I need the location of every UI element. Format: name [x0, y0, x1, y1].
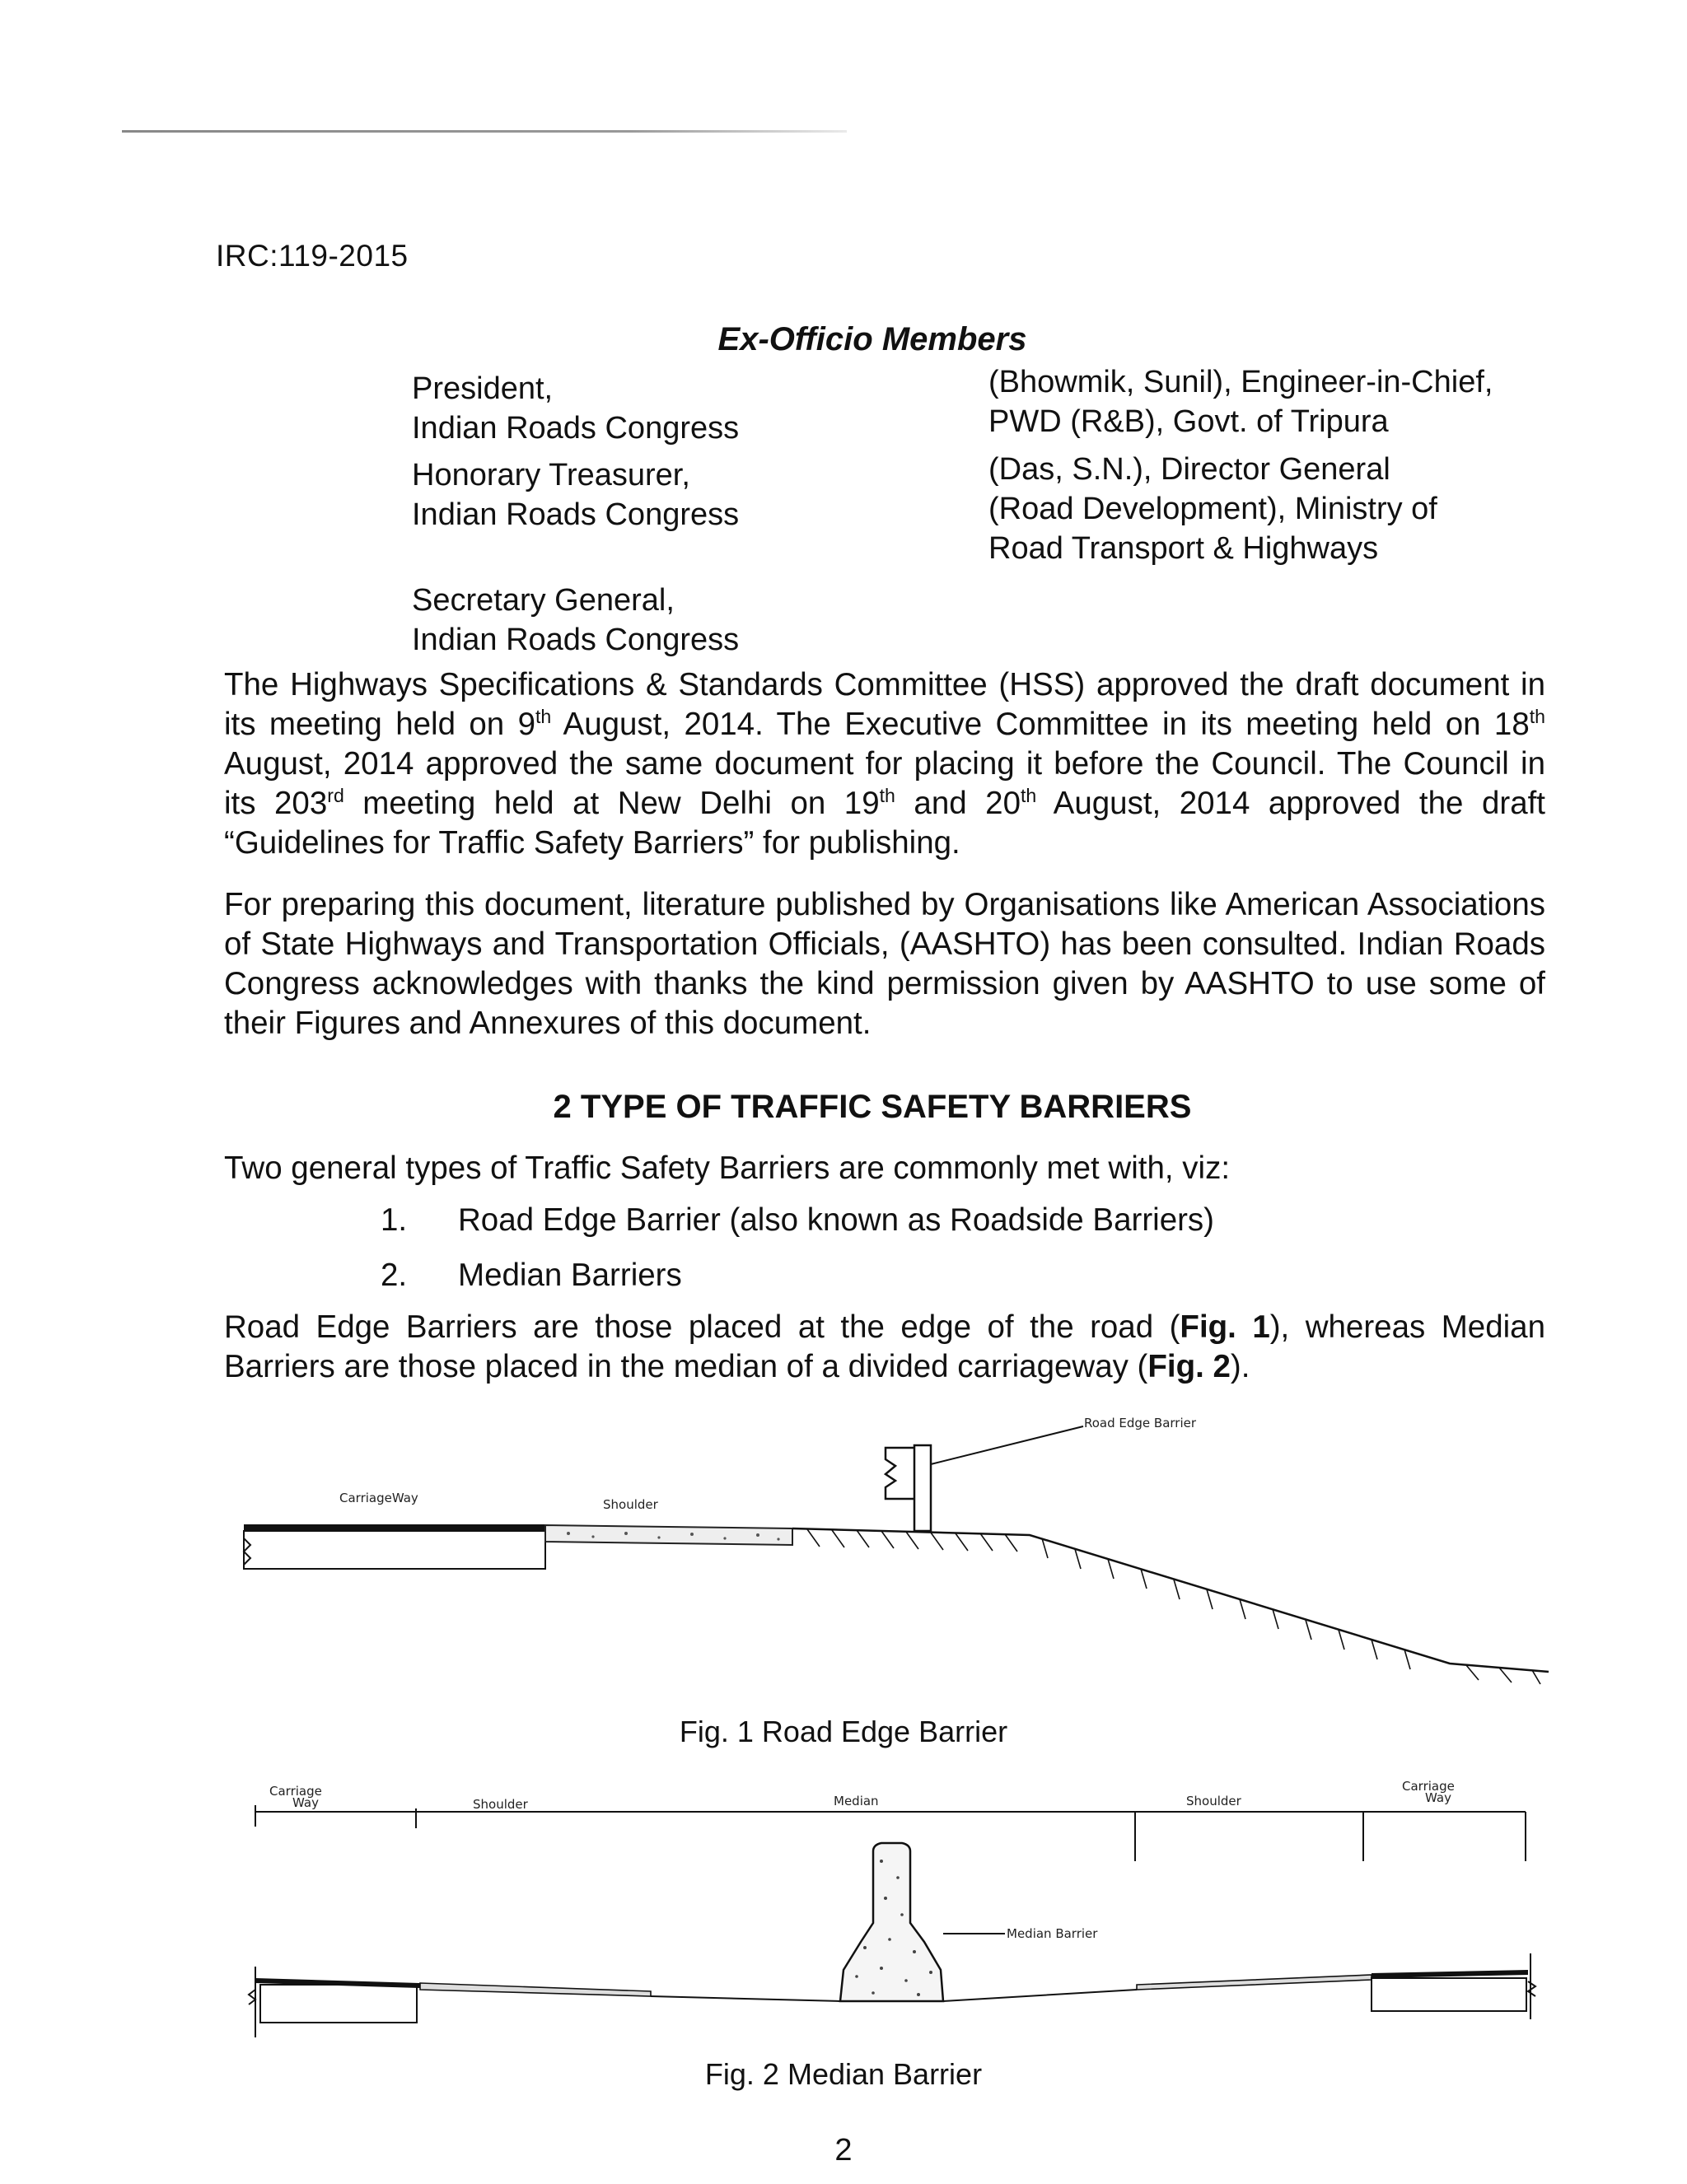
barrier-post: [914, 1445, 931, 1531]
member-bhowmik: [988, 362, 1493, 441]
label-way-left: Way: [292, 1795, 319, 1810]
member-org: (Road Development), Ministry of: [988, 492, 1437, 526]
ground-hatching: [807, 1529, 1540, 1684]
w-beam-rail: [886, 1448, 914, 1499]
member-secretary-general: [412, 581, 739, 660]
label-shoulder-left: Shoulder: [473, 1797, 528, 1812]
label-carriage-left: Carriage: [269, 1784, 322, 1799]
label-median-barrier: Median Barrier: [1007, 1926, 1098, 1941]
member-role: Honorary Treasurer,: [412, 458, 690, 492]
list-text: Road Edge Barrier (also known as Roadside Barriers): [458, 1202, 1215, 1238]
member-president: [412, 369, 739, 448]
fig2-reference: Fig. 2: [1147, 1349, 1231, 1384]
label-shoulder: Shoulder: [603, 1497, 658, 1512]
page-number: 2: [834, 2133, 853, 2168]
document-code: IRC:119-2015: [216, 239, 409, 273]
break-line: [244, 1538, 250, 1565]
label-shoulder-right: Shoulder: [1186, 1794, 1241, 1808]
label-way-right: Way: [1425, 1790, 1451, 1805]
member-name: (Bhowmik, Sunil), Engineer-in-Chief,: [988, 365, 1493, 399]
barrier-description: Road Edge Barriers are those placed at the edge of the road (Fig. 1), whereas Median Barriers are those placed in the median of a divided carriageway (Fig. 2).: [224, 1309, 1545, 1384]
right-carriageway-surface: [1372, 1970, 1528, 1978]
member-org: PWD (R&B), Govt. of Tripura: [988, 404, 1389, 439]
figure1-caption: Fig. 1 Road Edge Barrier: [679, 1715, 1008, 1748]
label-road-edge-barrier: Road Edge Barrier: [1084, 1416, 1197, 1430]
member-org: Indian Roads Congress: [412, 623, 740, 657]
ex-officio-title: Ex-Officio Members: [717, 321, 1027, 357]
header-rule: [122, 130, 847, 133]
member-org: Indian Roads Congress: [412, 411, 740, 446]
figure-median-barrier: [0, 1762, 1687, 2059]
list-number: 2.: [381, 1258, 408, 1293]
carriageway-base: [244, 1531, 545, 1569]
left-carriageway-surface: [255, 1978, 420, 1988]
member-name: (Das, S.N.), Director General: [988, 452, 1390, 487]
left-shoulder: [420, 1983, 651, 1996]
list-number: 1.: [381, 1202, 408, 1238]
ground-line: [792, 1528, 1549, 1672]
label-carriageway: CarriageWay: [339, 1491, 418, 1505]
member-org: Indian Roads Congress: [412, 497, 740, 532]
section-heading: 2 TYPE OF TRAFFIC SAFETY BARRIERS: [553, 1089, 1192, 1125]
acknowledgement-paragraph: For preparing this document, literature published by Organisations like American Associations of State Highways and Transportation Officials, (AASHTO) has been consulted. Indian Roads Congress acknowledges with thanks the kind permission given by AASHTO to use some of their Figures and Annexures of this document.: [224, 887, 1545, 1041]
approval-paragraph: The Highways Specifications & Standards Committee (HSS) approved the draft document in its meeting held on 9th August, 2014. The Executive Committee in its meeting held on 18th August, 2014 approved the same document for placing it before the Council. The Council in its 203rd meeting held at New Delhi on 19th and 20th August, 2014 approved the draft “Guidelines for Traffic Safety Barriers” for publishing.: [224, 667, 1545, 861]
fig1-reference: Fig. 1: [1180, 1309, 1270, 1345]
member-role: Secretary General,: [412, 583, 675, 618]
carriageway-surface: [244, 1524, 545, 1531]
member-org: Road Transport & Highways: [988, 531, 1379, 566]
member-role: President,: [412, 371, 554, 406]
barrier-leader-line: [931, 1426, 1083, 1464]
figure2-caption: Fig. 2 Median Barrier: [704, 2057, 983, 2091]
figure-road-edge-barrier: [0, 1400, 1687, 1713]
member-treasurer: [412, 455, 739, 534]
label-carriage-right: Carriage: [1402, 1779, 1455, 1794]
label-median: Median: [834, 1794, 879, 1808]
right-shoulder: [1137, 1975, 1372, 1990]
member-das: [988, 450, 1437, 568]
shoulder-slab: [545, 1525, 792, 1545]
list-text: Median Barriers: [458, 1258, 682, 1293]
section-intro: Two general types of Traffic Safety Barriers are commonly met with, viz:: [224, 1150, 1231, 1186]
